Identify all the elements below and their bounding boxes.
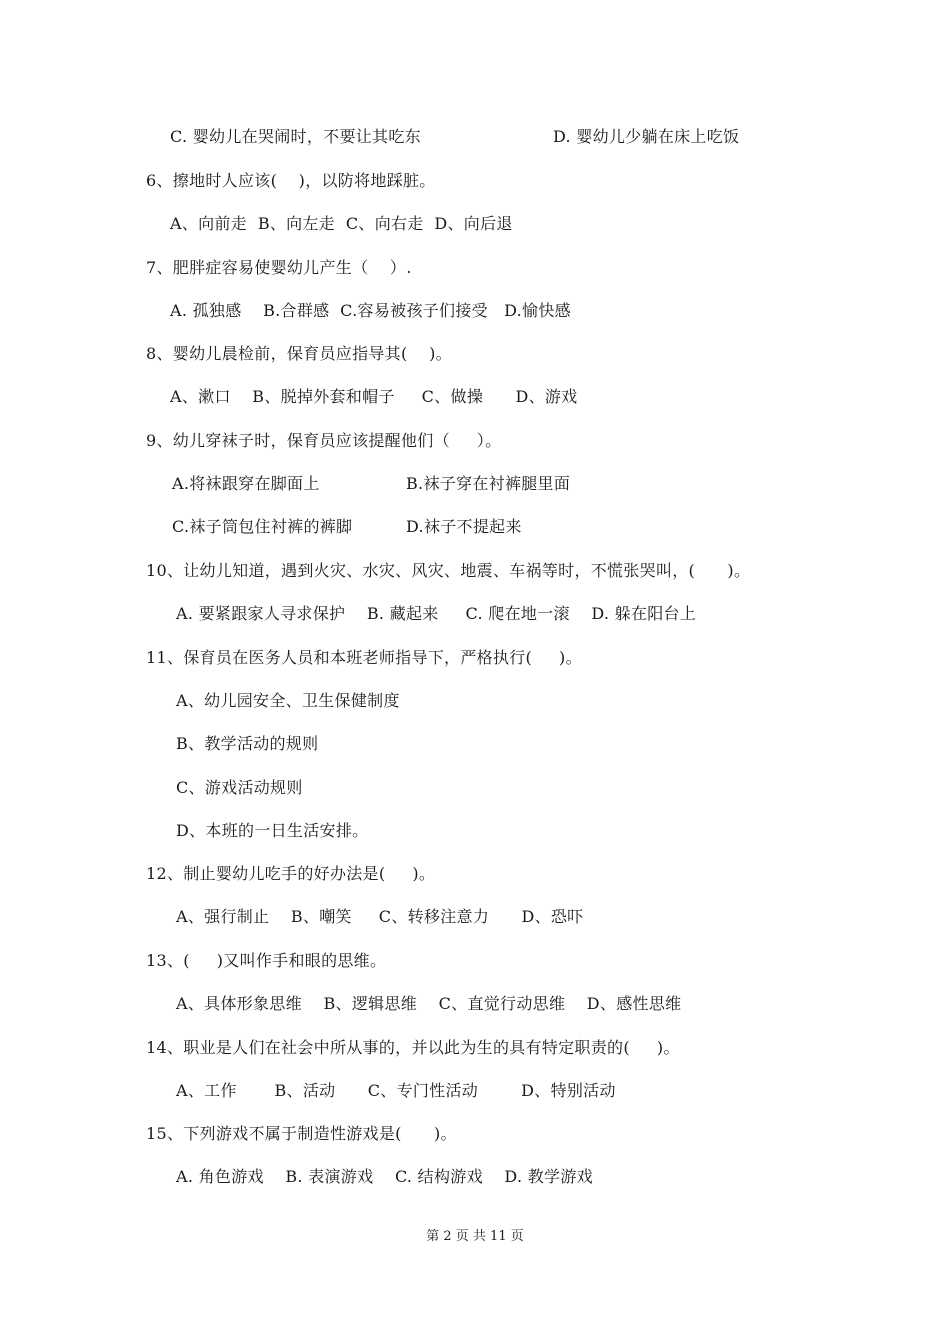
question-9: 9、幼儿穿袜子时，保育员应该提醒他们（ ）。 (146, 431, 502, 450)
question-11: 11、保育员在医务人员和本班老师指导下，严格执行( )。 (146, 648, 582, 667)
option-9a: A.将袜跟穿在脚面上 (172, 474, 320, 493)
option-11b: B、教学活动的规则 (176, 734, 319, 753)
options-8: A、漱口 B、脱掉外套和帽子 C、做操 D、游戏 (170, 387, 578, 406)
options-6: A、向前走 B、向左走 C、向右走 D、向后退 (170, 214, 513, 233)
page-footer: 第 2 页 共 11 页 (426, 1229, 524, 1244)
question-10: 10、让幼儿知道，遇到火灾、水灾、风灾、地震、车祸等时，不慌张哭叫，( )。 (146, 561, 751, 580)
option-11c: C、游戏活动规则 (176, 778, 303, 797)
option-9d: D.袜子不提起来 (406, 517, 522, 536)
question-14: 14、职业是人们在社会中所从事的，并以此为生的具有特定职责的( )。 (146, 1038, 680, 1057)
question-7: 7、肥胖症容易使婴幼儿产生（ ）. (146, 258, 412, 277)
question-12: 12、制止婴幼儿吃手的好办法是( )。 (146, 864, 436, 883)
question-8: 8、婴幼儿晨检前，保育员应指导其( )。 (146, 344, 452, 363)
option-line-d (553, 127, 739, 147)
question-15: 15、下列游戏不属于制造性游戏是( )。 (146, 1124, 457, 1143)
option-9b: B.袜子穿在衬裤腿里面 (406, 474, 571, 493)
option-11a: A、幼儿园安全、卫生保健制度 (176, 691, 400, 710)
option-11d: D、本班的一日生活安排。 (176, 821, 369, 840)
options-12: A、强行制止 B、嘲笑 C、转移注意力 D、恐吓 (176, 907, 584, 926)
options-13: A、具体形象思维 B、逻辑思维 C、直觉行动思维 D、感性思维 (176, 994, 682, 1013)
option-9c: C.袜子筒包住衬裤的裤脚 (172, 517, 353, 536)
options-14: A、工作 B、活动 C、专门性活动 D、特别活动 (176, 1081, 616, 1100)
option-line-c (170, 127, 421, 147)
option-c: C. 婴幼儿在哭闹时，不要让其吃东 (170, 127, 421, 146)
options-15: A. 角色游戏 B. 表演游戏 C. 结构游戏 D. 教学游戏 (176, 1167, 593, 1186)
options-7: A. 孤独感 B.合群感 C.容易被孩子们接受 D.愉快感 (170, 301, 571, 320)
question-13: 13、( )又叫作手和眼的思维。 (146, 951, 387, 970)
options-10: A. 要紧跟家人寻求保护 B. 藏起来 C. 爬在地一滚 D. 躲在阳台上 (176, 604, 697, 623)
option-d: D. 婴幼儿少躺在床上吃饭 (553, 127, 740, 146)
question-6: 6、擦地时人应该( )，以防将地踩脏。 (146, 171, 436, 190)
